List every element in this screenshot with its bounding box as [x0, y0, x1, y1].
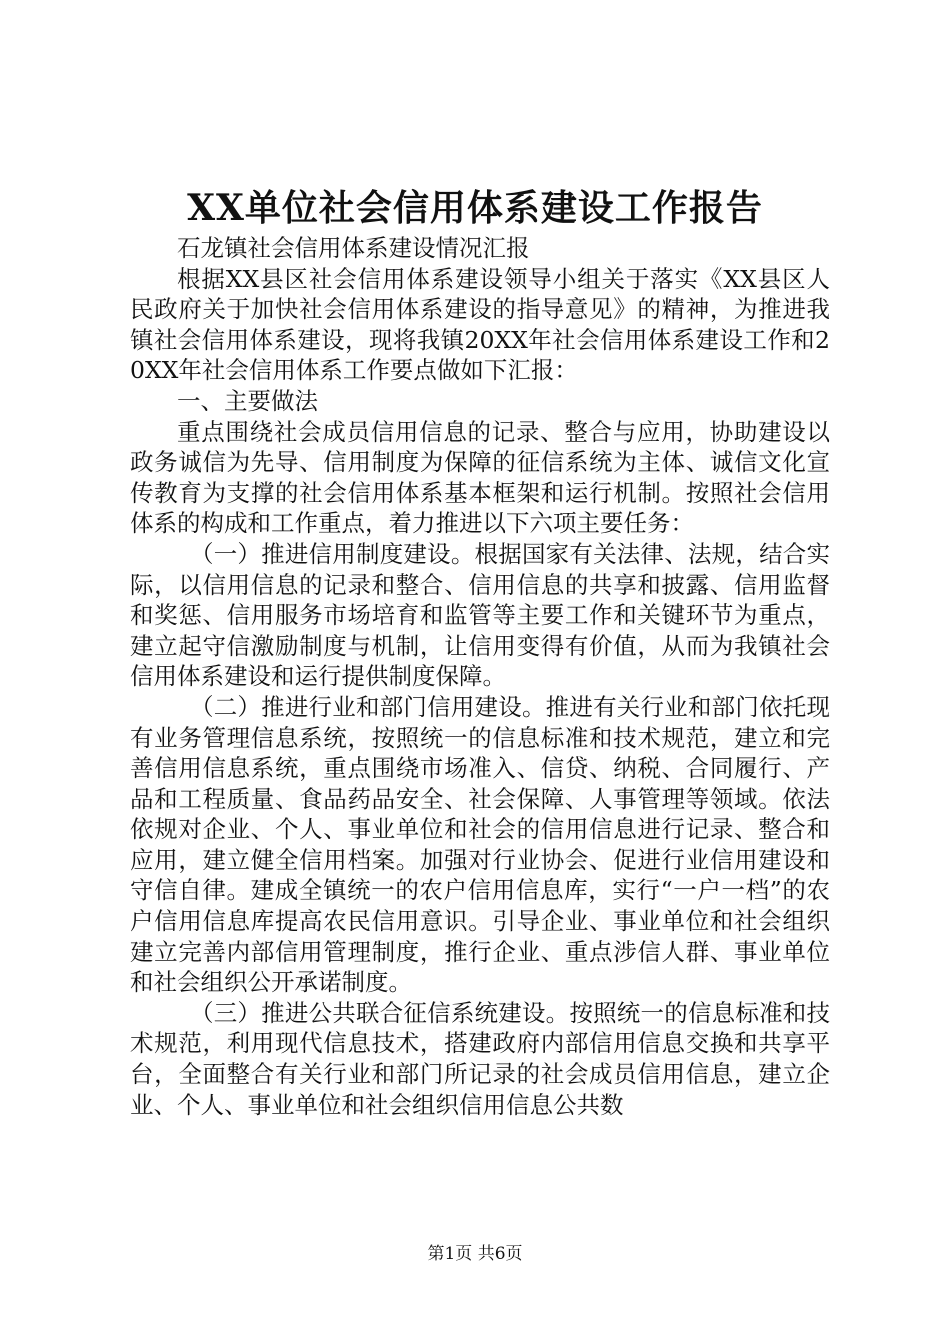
section-heading: 一、主要做法 [177, 386, 318, 415]
paragraph-intro: 根据XX县区社会信用体系建设领导小组关于落实《XX县区人民政府关于加快社会信用体系建设的指导意见》的精神，为推进我镇社会信用体系建设，现将我镇20XX年社会信用体系建设工作和20XX年社会信用体系工作要点做如下汇报： [130, 264, 830, 385]
paragraph-item-3: （三）推进公共联合征信系统建设。按照统一的信息标准和技术规范，利用现代信息技术，搭建政府内部信用信息交换和共享平台，全面整合有关行业和部门所记录的社会成员信用信息，建立企业、个人、事业单位和社会组织信用信息公共数 [130, 998, 830, 1119]
document-body [130, 233, 830, 1120]
paragraph-overview: 重点围绕社会成员信用信息的记录、整合与应用，协助建设以政务诚信为先导、信用制度为保障的征信系统为主体、诚信文化宣传教育为支撑的社会信用体系基本框架和运行机制。按照社会信用体系的构成和工作重点，着力推进以下六项主要任务： [130, 417, 830, 538]
paragraph-item-2: （二）推进行业和部门信用建设。推进有关行业和部门依托现有业务管理信息系统，按照统一的信息标准和技术规范，建立和完善信用信息系统，重点围绕市场准入、信贷、纳税、合同履行、产品和工程质量、食品药品安全、社会保障、人事管理等领域。依法依规对企业、个人、事业单位和社会的信用信息进行记录、整合和应用，建立健全信用档案。加强对行业协会、促进行业信用建设和守信自律。建成全镇统一的农户信用信息库，实行“一户一档”的农户信用信息库提高农民信用意识。引导企业、事业单位和社会组织建立完善内部信用管理制度，推行企业、重点涉信人群、事业单位和社会组织公开承诺制度。 [130, 692, 830, 997]
paragraph-item-1: （一）推进信用制度建设。根据国家有关法律、法规，结合实际，以信用信息的记录和整合、信用信息的共享和披露、信用监督和奖惩、信用服务市场培育和监管等主要工作和关键环节为重点，建立起守信激励制度与机制，让信用变得有价值，从而为我镇社会信用体系建设和运行提供制度保障。 [130, 539, 830, 691]
document-title: XX单位社会信用体系建设工作报告 [187, 187, 763, 229]
page-footer: 第1页 共6页 [427, 1244, 523, 1264]
paragraph-subtitle: 石龙镇社会信用体系建设情况汇报 [177, 234, 530, 262]
